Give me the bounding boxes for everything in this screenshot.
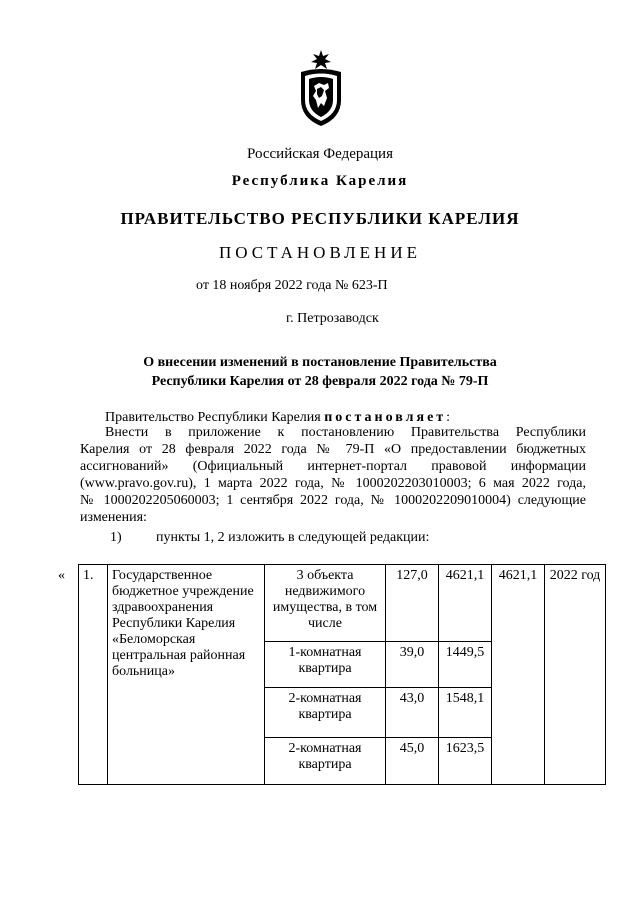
paragraph-line: Карелия от 28 февраля 2022 года № 79-П «О предоставлении бюджетных [80, 442, 586, 457]
property-table [78, 564, 606, 785]
sum-cell: 1548,1 [439, 688, 492, 738]
decree-date: от 18 ноября 2022 года № 623-П [196, 278, 388, 293]
area-cell: 43,0 [386, 688, 439, 738]
area-cell: 45,0 [386, 738, 439, 785]
area-cell: 127,0 [386, 565, 439, 642]
sum-cell: 4621,1 [439, 565, 492, 642]
paragraph-line: (www.pravo.gov.ru), 1 марта 2022 года, № 1000202203010003; 6 мая 2022 года, [80, 476, 586, 491]
area-cell: 39,0 [386, 642, 439, 688]
country-name: Российская Федерация [247, 146, 393, 162]
government-title: ПРАВИТЕЛЬСТВО РЕСПУБЛИКИ КАРЕЛИЯ [120, 209, 520, 228]
main-paragraph [80, 424, 586, 526]
year-cell: 2022 год [545, 565, 606, 785]
paragraph-line: Внести в приложение к постановлению Правительства Республики [105, 425, 586, 440]
total-cell: 4621,1 [492, 565, 545, 785]
table-row [79, 565, 606, 642]
sum-cell: 1623,5 [439, 738, 492, 785]
paragraph-line: ассигнований» (Официальный интернет-портал правовой информации [80, 459, 586, 474]
subject-line-1: О внесении изменений в постановление Правительства [143, 355, 497, 370]
opening-quote: « [58, 568, 65, 583]
object-cell: 2-комнатная квартира [265, 688, 386, 738]
republic-name: Республика Карелия [231, 173, 409, 189]
institution-name: Государственное бюджетное учреждение здравоохранения Республики Карелия «Беломорская центральная районная больница» [108, 565, 265, 785]
karelia-coat-of-arms-icon [295, 48, 347, 128]
decree-city: г. Петрозаводск [286, 311, 379, 326]
object-cell: 2-комнатная квартира [265, 738, 386, 785]
decree-type: ПОСТАНОВЛЕНИЕ [218, 243, 421, 262]
object-cell: 1-комнатная квартира [265, 642, 386, 688]
object-cell: 3 объекта недвижимого имущества, в том числе [265, 565, 386, 642]
decree-subject [0, 353, 640, 391]
intro-verb: постановляет [324, 410, 447, 425]
sum-cell: 1449,5 [439, 642, 492, 688]
item-text: пункты 1, 2 изложить в следующей редакции: [156, 530, 430, 545]
row-number: 1. [79, 565, 108, 785]
intro-prefix: Правительство Республики Карелия [105, 410, 325, 425]
intro-suffix: : [446, 410, 451, 425]
paragraph-line: № 1000202205060003; 1 сентября 2022 года, № 1000202209010004) следующие [80, 493, 586, 508]
list-item [110, 529, 429, 546]
paragraph-line: изменения: [80, 510, 147, 525]
item-number: 1) [110, 530, 122, 545]
subject-line-2: Республики Карелия от 28 февраля 2022 года № 79-П [151, 374, 489, 389]
